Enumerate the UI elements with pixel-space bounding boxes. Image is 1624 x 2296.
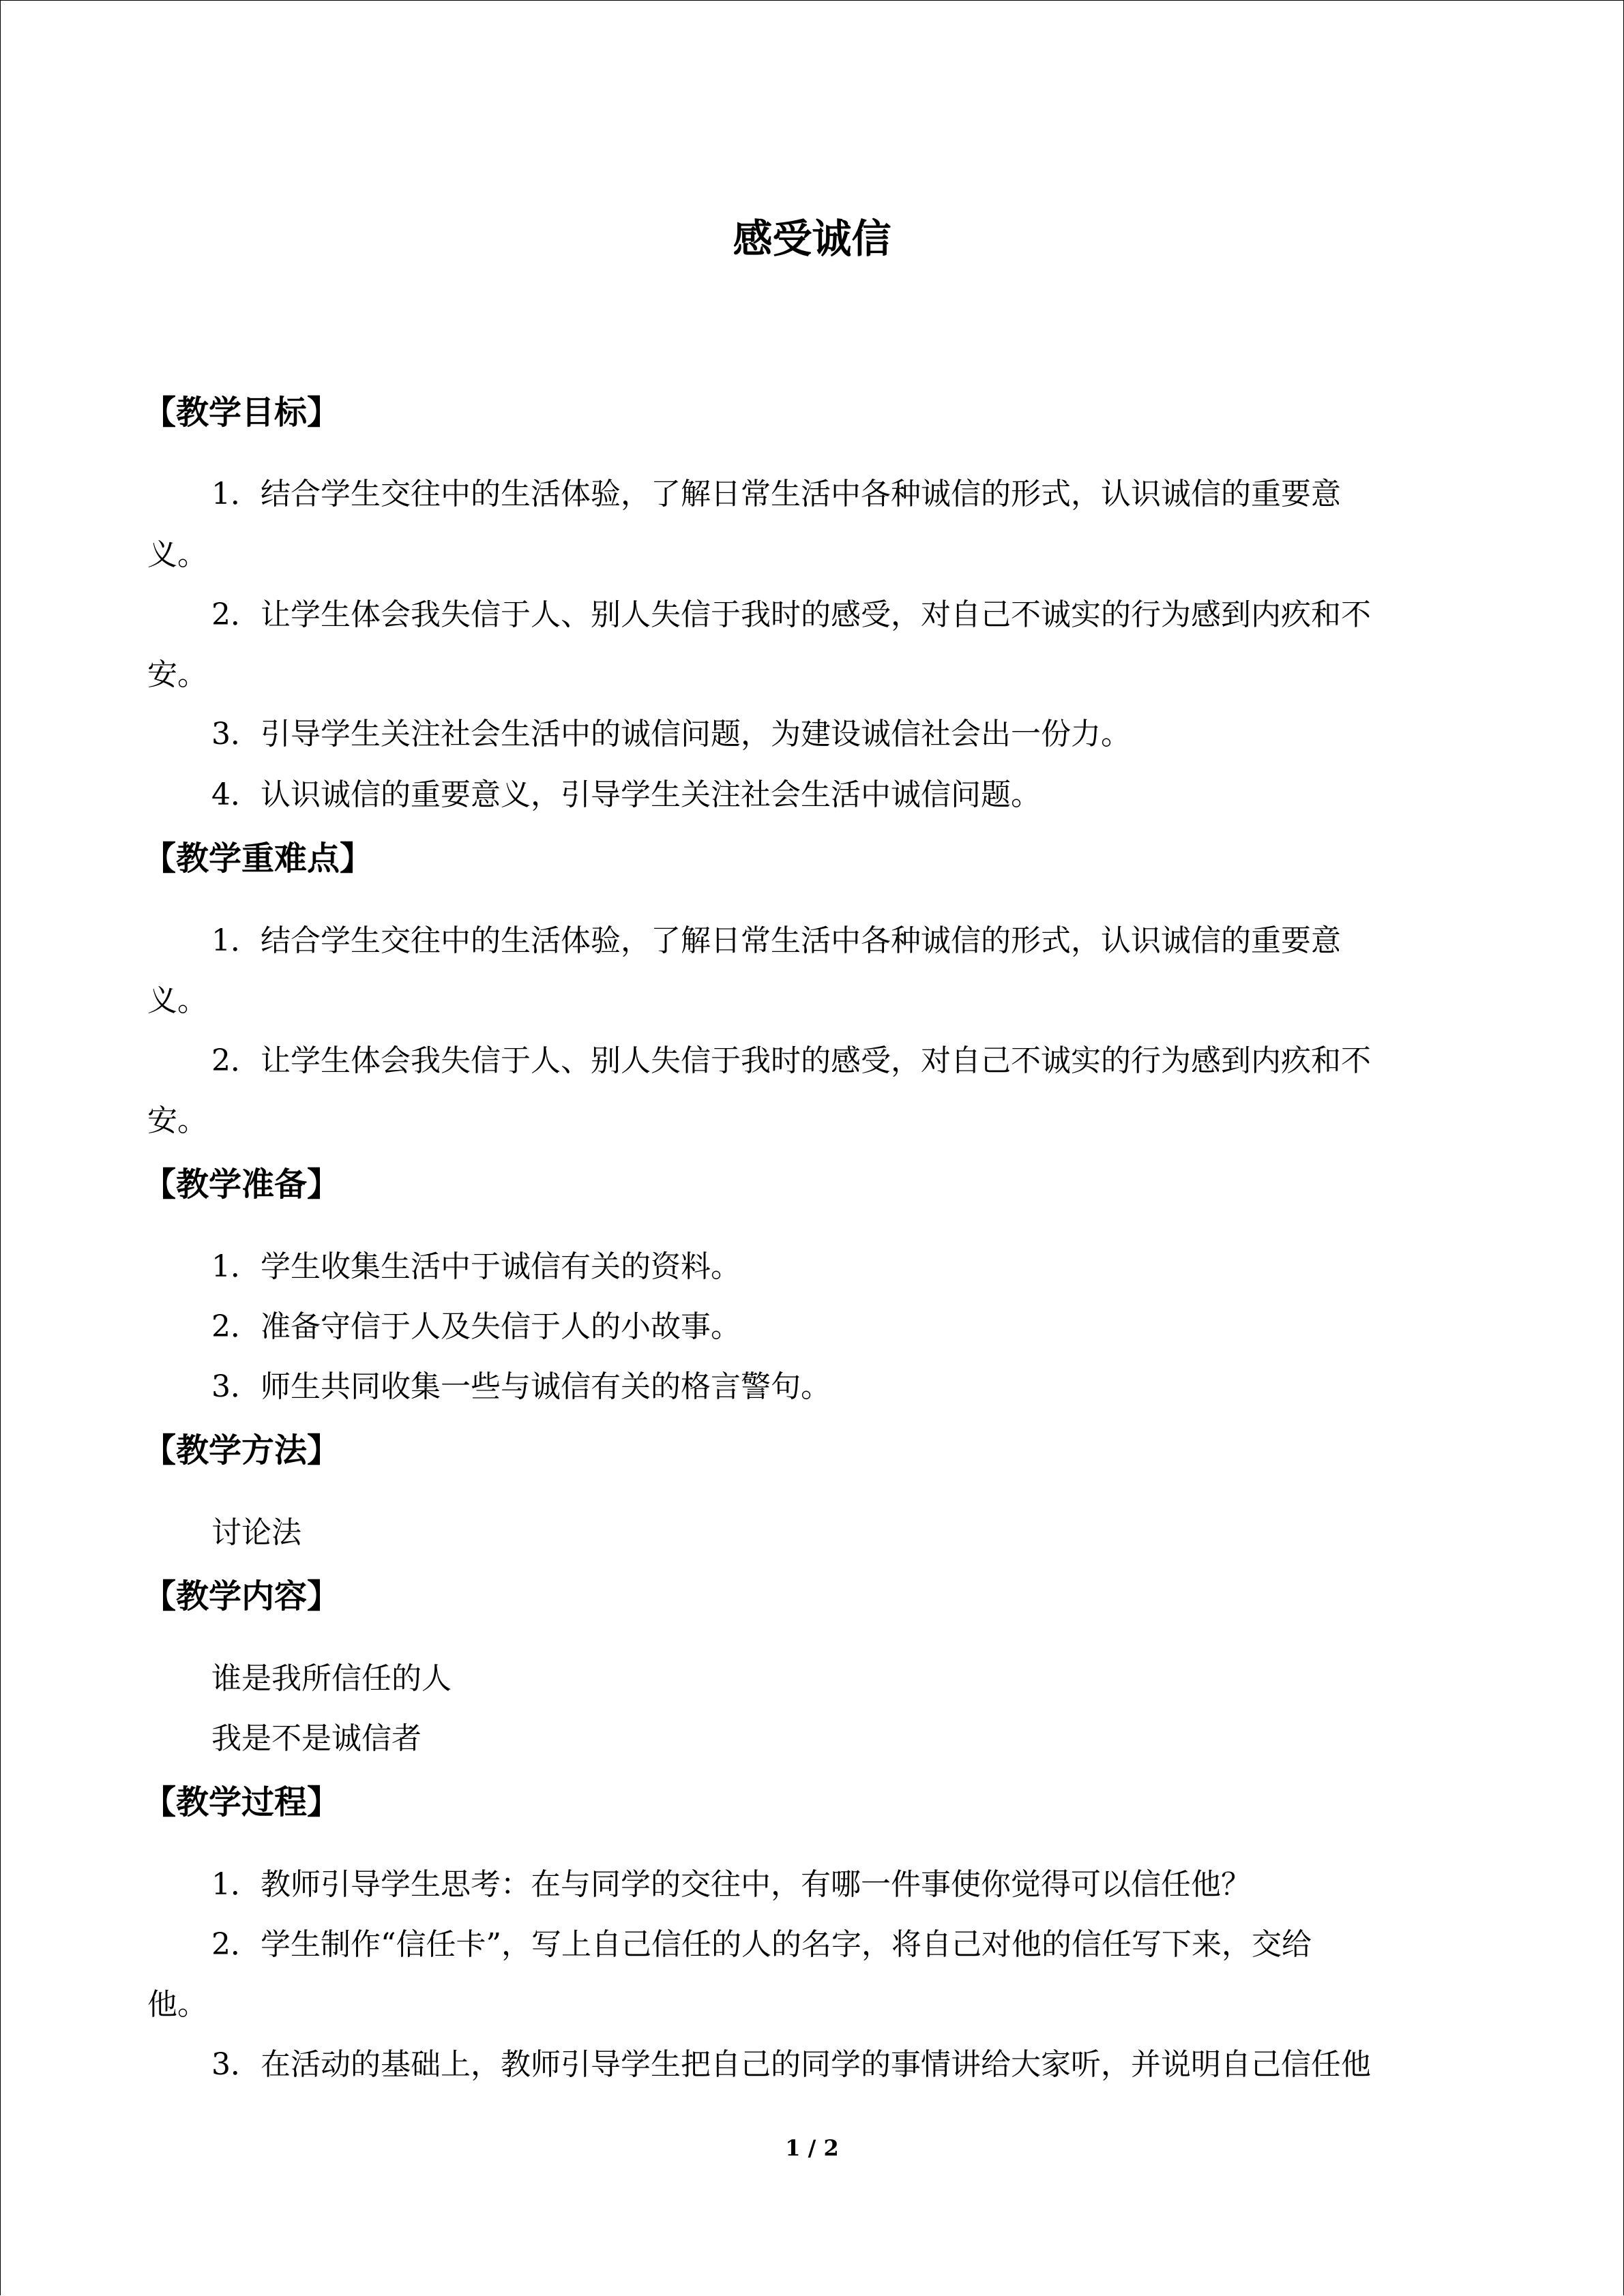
section-heading-content: 【教学内容】 <box>143 1577 340 1615</box>
item-text: 在活动的基础上，教师引导学生把自己的同学的事情讲给大家听，并说明自己信任他 <box>261 2047 1371 2082</box>
page-number: 1 / 2 <box>785 2135 839 2161</box>
content-item-1: 谁是我所信任的人 <box>211 1661 452 1696</box>
item-text: 引导学生关注社会生活中的诚信问题，为建设诚信社会出一份力。 <box>261 717 1131 751</box>
item-number: 1． <box>211 477 261 511</box>
objective-item-2-continuation: 安。 <box>147 657 207 692</box>
process-item-3 <box>211 2043 1371 2087</box>
process-item-1 <box>211 1863 1251 1907</box>
item-text: 学生制作“信任卡”，写上自己信任的人的名字，将自己对他的信任写下来，交给 <box>261 1927 1312 1962</box>
objective-item-1 <box>211 473 1341 516</box>
item-text: 准备守信于人及失信于人的小故事。 <box>261 1309 741 1344</box>
item-text: 结合学生交往中的生活体验，了解日常生活中各种诚信的形式，认识诚信的重要意 <box>261 923 1341 958</box>
process-item-2-continuation: 他。 <box>147 1987 207 2022</box>
item-text: 让学生体会我失信于人、别人失信于我时的感受，对自己不诚实的行为感到内疚和不 <box>261 1043 1371 1078</box>
section-heading-process: 【教学过程】 <box>143 1783 340 1821</box>
item-number: 1． <box>211 1867 261 1902</box>
section-heading-objectives: 【教学目标】 <box>143 393 340 432</box>
item-text: 教师引导学生思考：在与同学的交往中，有哪一件事使你觉得可以信任他？ <box>261 1867 1251 1902</box>
item-text: 让学生体会我失信于人、别人失信于我时的感受，对自己不诚实的行为感到内疚和不 <box>261 597 1371 632</box>
item-number: 1． <box>211 1249 261 1284</box>
item-text: 结合学生交往中的生活体验，了解日常生活中各种诚信的形式，认识诚信的重要意 <box>261 477 1341 511</box>
method-item: 讨论法 <box>211 1515 301 1550</box>
item-text: 师生共同收集一些与诚信有关的格言警句。 <box>261 1369 831 1404</box>
objective-item-2 <box>211 593 1371 637</box>
document-title: 感受诚信 <box>733 215 891 262</box>
key-point-item-1-continuation: 义。 <box>147 983 207 1018</box>
objective-item-4 <box>211 773 1041 817</box>
item-text: 认识诚信的重要意义，引导学生关注社会生活中诚信问题。 <box>261 777 1041 812</box>
item-number: 3． <box>211 2047 261 2082</box>
item-number: 3． <box>211 1369 261 1404</box>
key-point-item-2 <box>211 1039 1371 1083</box>
preparation-item-3 <box>211 1365 831 1409</box>
item-number: 3． <box>211 717 261 751</box>
item-number: 2． <box>211 597 261 632</box>
section-heading-preparation: 【教学准备】 <box>143 1165 340 1204</box>
preparation-item-2 <box>211 1305 741 1349</box>
objective-item-1-continuation: 义。 <box>147 537 207 572</box>
item-number: 2． <box>211 1309 261 1344</box>
key-point-item-2-continuation: 安。 <box>147 1103 207 1138</box>
content-item-2: 我是不是诚信者 <box>211 1721 422 1756</box>
item-number: 2． <box>211 1927 261 1962</box>
process-item-2 <box>211 1923 1312 1967</box>
section-heading-key-points: 【教学重难点】 <box>143 839 373 878</box>
key-point-item-1 <box>211 919 1341 963</box>
item-number: 2． <box>211 1043 261 1078</box>
item-number: 1． <box>211 923 261 958</box>
section-heading-methods: 【教学方法】 <box>143 1431 340 1470</box>
item-text: 学生收集生活中于诚信有关的资料。 <box>261 1249 741 1284</box>
preparation-item-1 <box>211 1245 741 1289</box>
objective-item-3 <box>211 713 1131 756</box>
item-number: 4． <box>211 777 261 812</box>
